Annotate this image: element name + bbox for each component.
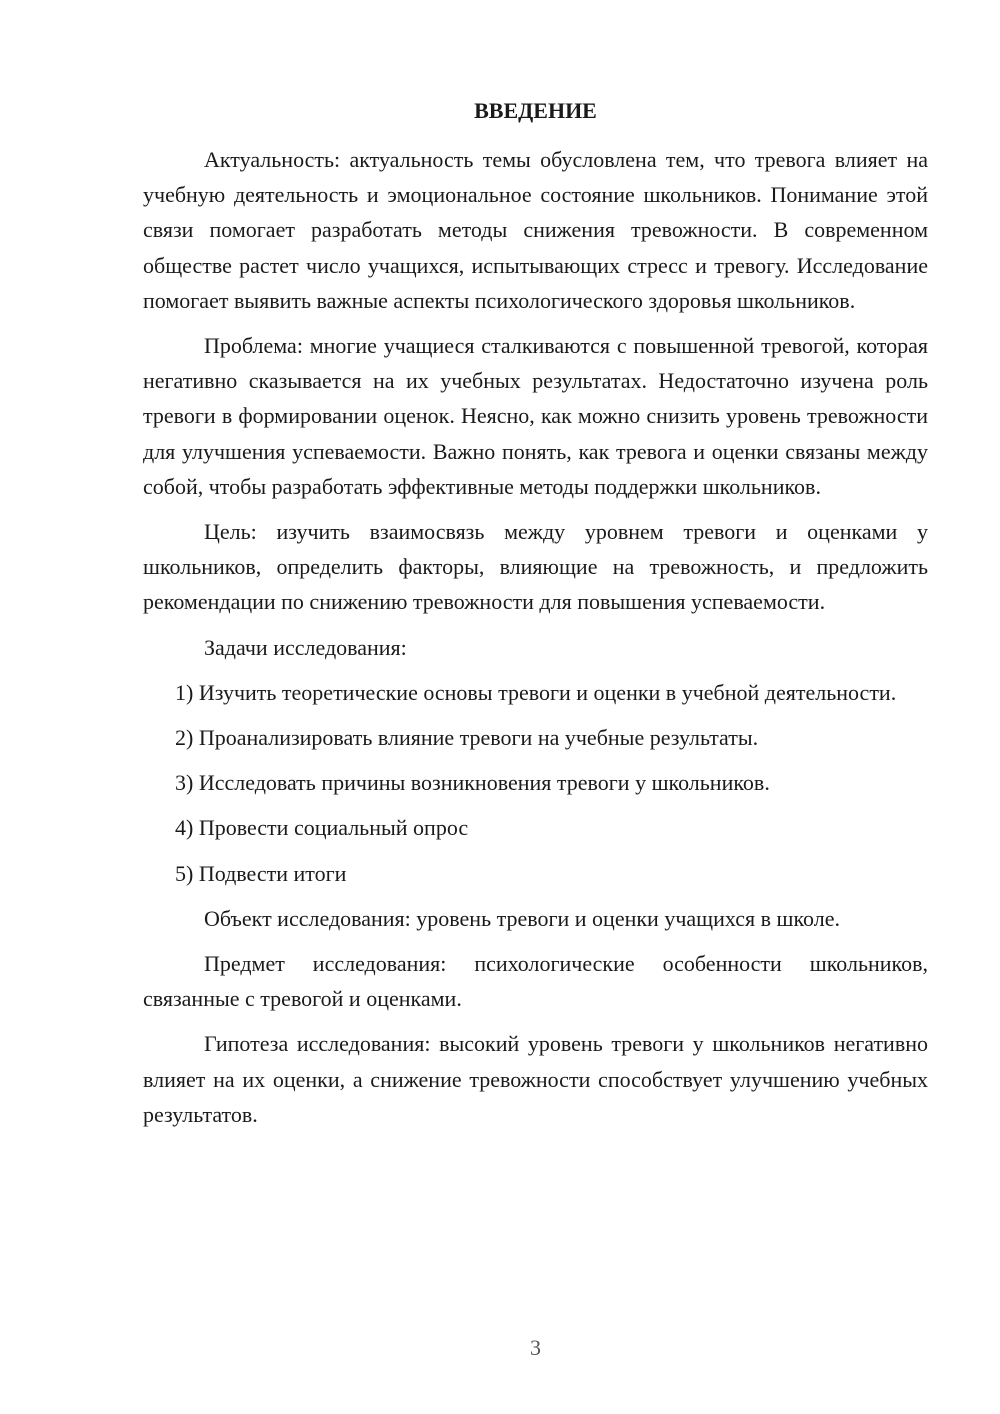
paragraph-object: Объект исследования: уровень тревоги и оценки учащихся в школе. <box>204 905 840 931</box>
task-item-4: 4) Провести социальный опрос <box>175 815 469 841</box>
task-item-1: 1) Изучить теоретические основы тревоги и оценки в учебной деятельности. <box>175 679 897 705</box>
paragraph-tasks-heading: Задачи исследования: <box>204 634 407 660</box>
paragraph-relevance: Актуальность: актуальность темы обусловлена тем, что тревога влияет на учебную деятельность и эмоциональное состояние школьников. Понимание этой связи помогает разработать методы снижения тревожности. В современном обществе растет число учащихся, испытывающих стресс и тревогу. Исследование помогает выявить важные аспекты психологического здоровья школьников. <box>143 147 928 313</box>
document-body <box>143 142 928 1142</box>
page-number: 3 <box>530 1335 541 1360</box>
section-title: ВВЕДЕНИЕ <box>474 98 597 123</box>
task-item-3: 3) Исследовать причины возникновения тревоги у школьников. <box>175 770 770 796</box>
task-item-5: 5) Подвести итоги <box>175 860 347 886</box>
paragraph-problem: Проблема: многие учащиеся сталкиваются с повышенной тревогой, которая негативно сказывается на их учебных результатах. Недостаточно изучена роль тревоги в формировании оценок. Неясно, как можно снизить уровень тревожности для улучшения успеваемости. Важно понять, как тревога и оценки связаны между собой, чтобы разработать эффективные методы поддержки школьников. <box>143 333 928 499</box>
task-item-2: 2) Проанализировать влияние тревоги на учебные результаты. <box>175 725 759 751</box>
paragraph-hypothesis: Гипотеза исследования: высокий уровень тревоги у школьников негативно влияет на их оценки, а снижение тревожности способствует улучшению учебных результатов. <box>143 1031 928 1127</box>
paragraph-subject: Предмет исследования: психологические особенности школьников, связанные с тревогой и оценками. <box>143 951 928 1012</box>
paragraph-goal: Цель: изучить взаимосвязь между уровнем тревоги и оценками у школьников, определить факторы, влияющие на тревожность, и предложить рекомендации по снижению тревожности для повышения успеваемости. <box>143 519 928 615</box>
